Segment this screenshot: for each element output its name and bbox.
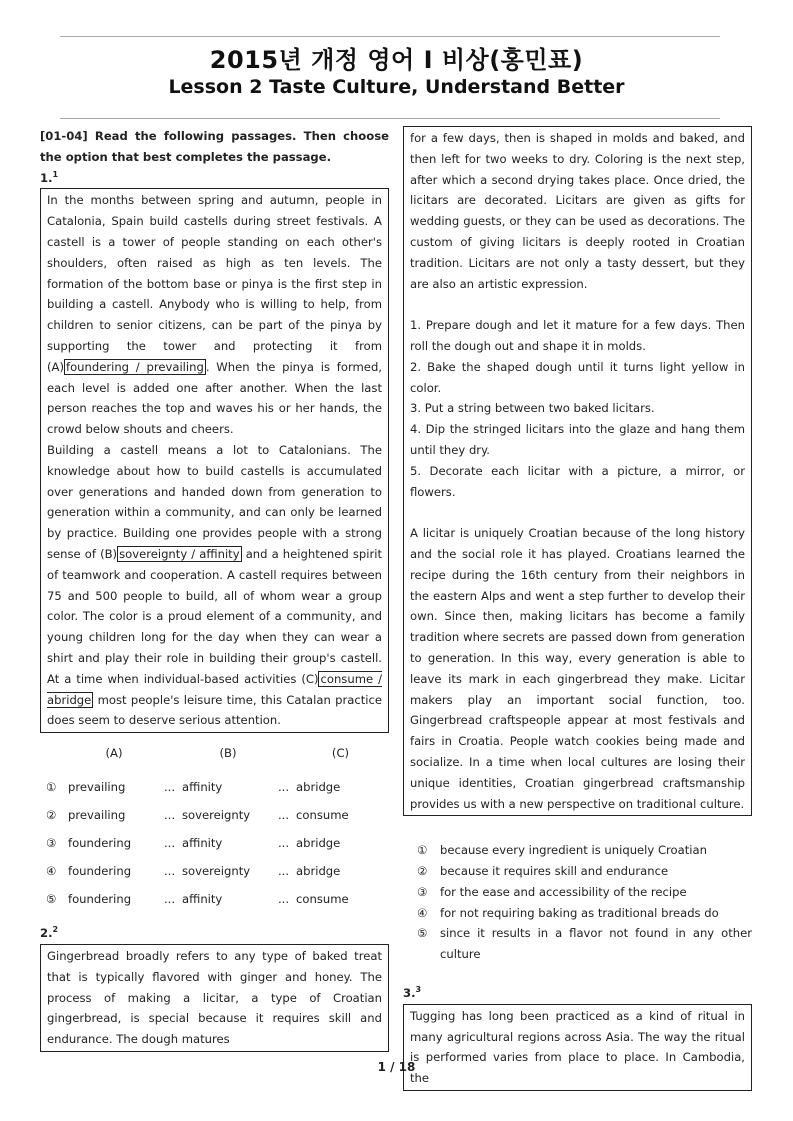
- option-c: consume: [296, 891, 349, 906]
- option-number: ⑤: [46, 891, 57, 906]
- option-number: ①: [417, 843, 428, 858]
- choice-box-a: foundering / prevailing: [65, 359, 204, 374]
- option-row[interactable]: [40, 885, 389, 913]
- option-a: prevailing: [68, 807, 126, 822]
- option-row[interactable]: [40, 857, 389, 885]
- option-row[interactable]: [40, 773, 389, 801]
- separator: ...: [278, 835, 290, 850]
- option-c: abridge: [296, 863, 341, 878]
- passage-paragraph: A licitar is uniquely Croatian because of the long history and the social role it has played. Croatians learned the recipe during the 16th century from their neighbors in the eastern Alps and went a step further to develop their own. Since then, making licitars has become a family tradition where secrets are passed down from generation to generation. In this way, every generation is able to leave its mark in each gingerbread they make. Licitar makers play an important social function, too. Gingerbread craftspeople appear at most festivals and fairs in Croatia. People watch cookies being made and socialize. In a time when local cultures are losing their unique identities, Croatian gingerbread craftsmanship provides us with a new perspective on traditional culture.: [410, 526, 745, 811]
- option-a: foundering: [68, 891, 132, 906]
- passage-text: In the months between spring and autumn, people in Catalonia, Spain build castells during street festivals. A castell is a tower of people standing on each other's shoulders, often raised as high as ten levels. The formation of the bottom base or pinya is the first step in building a castell. Anybody who is willing to help, from children to senior citizens, can be part of the pinya by supporting the tower and protecting it from (A): [47, 193, 382, 374]
- question-2-options: [403, 840, 752, 965]
- page-title: 2015년 개정 영어 I 비상(홍민표): [209, 46, 584, 74]
- option-row[interactable]: [40, 829, 389, 857]
- recipe-step: 1. Prepare dough and let it mature for a few days. Then roll the dough out and shape it in molds.: [410, 318, 745, 353]
- option-number: ②: [46, 807, 57, 822]
- option-b: affinity: [182, 779, 223, 794]
- option-number: ③: [46, 835, 57, 850]
- question-3-label: [403, 983, 752, 1004]
- recipe-step: 3. Put a string between two baked licitars.: [410, 401, 655, 416]
- option-c: abridge: [296, 835, 341, 850]
- left-column: [40, 126, 389, 1052]
- separator: ...: [164, 835, 176, 850]
- option-text: for the ease and accessibility of the recipe: [440, 884, 687, 899]
- separator: ...: [164, 863, 176, 878]
- options-header-row: [40, 733, 389, 773]
- separator: ...: [164, 807, 176, 822]
- choice-box-c: consume / abridge: [47, 671, 382, 707]
- column-header-a: (A): [105, 745, 123, 760]
- instructions: [01-04] Read the following passages. Then choose the option that best completes the passage.: [40, 129, 389, 164]
- option-text: for not requiring baking as traditional breads do: [440, 905, 719, 920]
- option-text: since it results in a flavor not found in any other culture: [440, 926, 752, 962]
- option-b: affinity: [182, 891, 223, 906]
- choice-box-b: sovereignty / affinity: [119, 546, 240, 561]
- page-number: 1 / 18: [377, 1060, 416, 1074]
- option-item[interactable]: [403, 840, 752, 861]
- option-text: because it requires skill and endurance: [440, 864, 669, 879]
- option-a: foundering: [68, 863, 132, 878]
- footnote-marker: 3: [415, 985, 422, 995]
- option-c: abridge: [296, 779, 341, 794]
- question-2-label: [40, 923, 389, 944]
- header-rule: [60, 118, 720, 119]
- option-item[interactable]: [403, 861, 752, 882]
- question-number: 1.: [40, 170, 53, 185]
- option-item[interactable]: [403, 903, 752, 924]
- question-2-passage-part-1: Gingerbread broadly refers to any type of baked treat that is typically flavored with ginger and honey. The process of making a licitar, a type of Croatian gingerbread, is special because it requires skill and endurance. The dough matures: [40, 944, 389, 1052]
- top-rule: [60, 36, 720, 37]
- passage-text: and a heightened spirit of teamwork and cooperation. A castell requires between 75 and 500 people to build, all of whom wear a group color. The color is a proud element of a community, and young children long for the day when they can wear a shirt and play their role in building their group's castell. At a time when individual-based activities (C): [47, 546, 382, 686]
- option-item[interactable]: [403, 882, 752, 903]
- option-text: because every ingredient is uniquely Croatian: [440, 843, 707, 858]
- passage-text: most people's leisure time, this Catalan practice does seem to deserve serious attention.: [47, 692, 382, 728]
- recipe-step: 2. Bake the shaped dough until it turns light yellow in color.: [410, 359, 745, 395]
- option-b: sovereignty: [182, 807, 251, 822]
- option-number: ③: [417, 884, 428, 899]
- option-number: ①: [46, 779, 57, 794]
- option-item[interactable]: [403, 923, 752, 965]
- separator: ...: [278, 863, 290, 878]
- column-header-b: (B): [219, 745, 237, 760]
- separator: ...: [164, 891, 176, 906]
- question-1-passage: [40, 188, 389, 733]
- footnote-marker: 2: [52, 925, 59, 935]
- question-2-passage-part-2: [403, 126, 752, 816]
- passage-paragraph: for a few days, then is shaped in molds and baked, and then left for two weeks to dry. Coloring is the next step, after which a second drying takes place. Once dried, the licitars are decorated. Licitars are given as gifts for wedding guests, or they can be used as decorations. The custom of giving licitars is deeply rooted in Croatian tradition. Licitars are not only a tasty dessert, but they are also an artistic expression.: [410, 131, 745, 291]
- question-number: 2.: [40, 926, 53, 941]
- separator: ...: [278, 807, 290, 822]
- option-number: ④: [46, 863, 57, 878]
- passage-text: Building a castell means a lot to Catalonians. The knowledge about how to build castells is accumulated over generations and handed down from generation to generation within a community, and can only be learned by practice. Building one provides people with a strong sense of (B): [47, 442, 382, 561]
- column-header-c: (C): [331, 745, 350, 760]
- right-column: [403, 126, 752, 1091]
- option-a: prevailing: [68, 779, 126, 794]
- passage-text: . When the pinya is formed, each level is added one after another. When the last person reaches the top and waves his or her hands, the crowd below shouts and cheers.: [47, 359, 382, 437]
- lesson-subtitle: Lesson 2 Taste Culture, Understand Better: [168, 76, 625, 98]
- separator: ...: [278, 891, 290, 906]
- option-a: foundering: [68, 835, 132, 850]
- option-number: ②: [417, 864, 428, 879]
- option-b: sovereignty: [182, 863, 251, 878]
- question-1-label: [40, 168, 389, 189]
- separator: ...: [278, 779, 290, 794]
- option-c: consume: [296, 807, 349, 822]
- recipe-step: 5. Decorate each licitar with a picture, a mirror, or flowers.: [410, 463, 745, 499]
- question-3-passage: Tugging has long been practiced as a kind of ritual in many agricultural regions across Asia. The way the ritual is performed varies from place to place. In Cambodia, the: [403, 1004, 752, 1091]
- recipe-step: 4. Dip the stringed licitars into the glaze and hang them until they dry.: [410, 422, 745, 457]
- option-number: ⑤: [417, 926, 428, 941]
- option-row[interactable]: [40, 801, 389, 829]
- option-b: affinity: [182, 835, 223, 850]
- question-number: 3.: [403, 986, 416, 1001]
- footnote-marker: 1: [52, 169, 59, 179]
- option-number: ④: [417, 905, 428, 920]
- question-1-options: [40, 733, 389, 913]
- separator: ...: [164, 779, 176, 794]
